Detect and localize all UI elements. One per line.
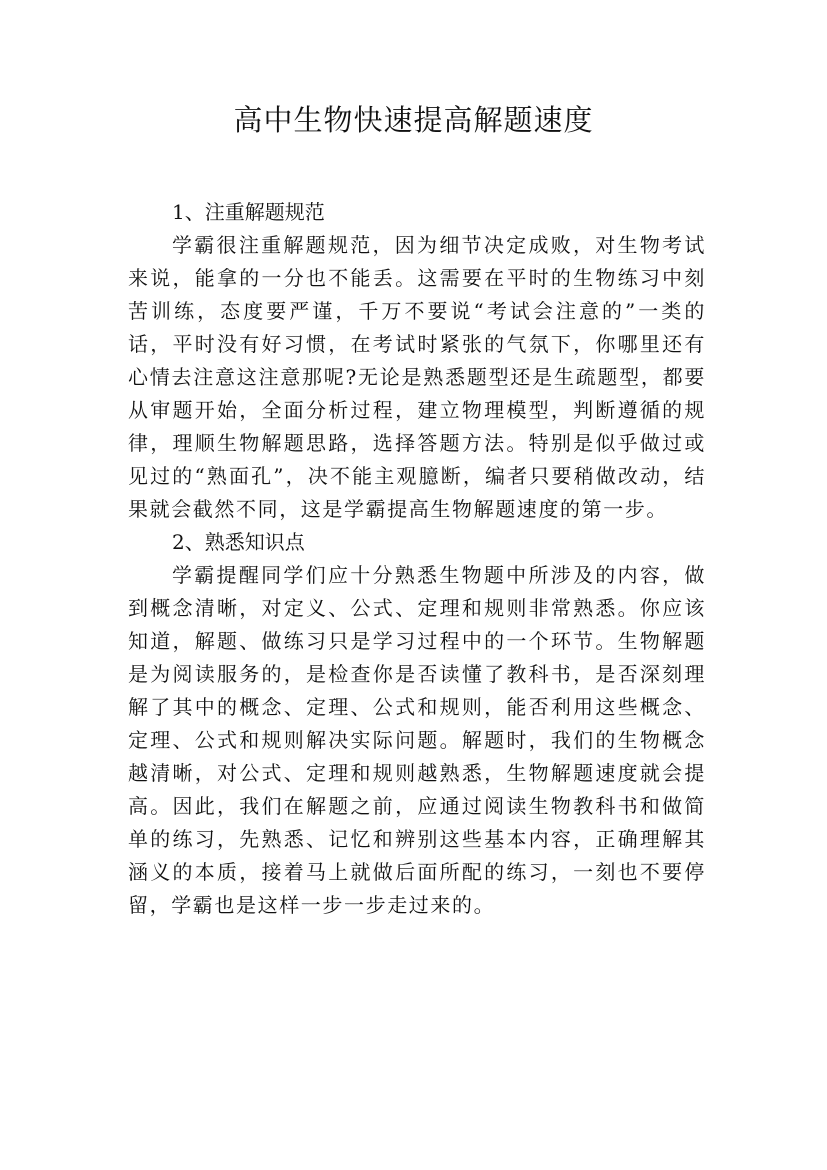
section-heading: 1、注重解题规范	[172, 200, 325, 224]
section-1	[128, 196, 706, 526]
document-body	[128, 196, 706, 922]
section-paragraph: 学霸很注重解题规范，因为细节决定成败，对生物考试来说，能拿的一分也不能丢。这需要在平时的生物练习中刻苦训练，态度要严谨，千万不要说“考试会注意的”一类的话，平时没有好习惯，在考试时紧张的气氛下，你哪里还有心情去注意这注意那呢?无论是熟悉题型还是生疏题型，都要从审题开始，全面分析过程，建立物理模型，判断遵循的规律，理顺生物解题思路，选择答题方法。特别是似乎做过或见过的“熟面孔”，决不能主观臆断，编者只要稍做改动，结果就会截然不同，这是学霸提高生物解题速度的第一步。	[128, 233, 706, 521]
document-title: 高中生物快速提高解题速度	[233, 103, 594, 137]
section-paragraph: 学霸提醒同学们应十分熟悉生物题中所涉及的内容，做到概念清晰，对定义、公式、定理和规则非常熟悉。你应该知道，解题、做练习只是学习过程中的一个环节。生物解题是为阅读服务的，是检查你是否读懂了教科书，是否深刻理解了其中的概念、定理、公式和规则，能否利用这些概念、定理、公式和规则解决实际问题。解题时，我们的生物概念越清晰，对公式、定理和规则越熟悉，生物解题速度就会提高。因此，我们在解题之前，应通过阅读生物教科书和做简单的练习，先熟悉、记忆和辨别这些基本内容，正确理解其涵义的本质，接着马上就做后面所配的练习，一刻也不要停留，学霸也是这样一步一步走过来的。	[128, 563, 706, 917]
section-heading: 2、熟悉知识点	[172, 530, 305, 554]
section-2	[128, 526, 706, 922]
